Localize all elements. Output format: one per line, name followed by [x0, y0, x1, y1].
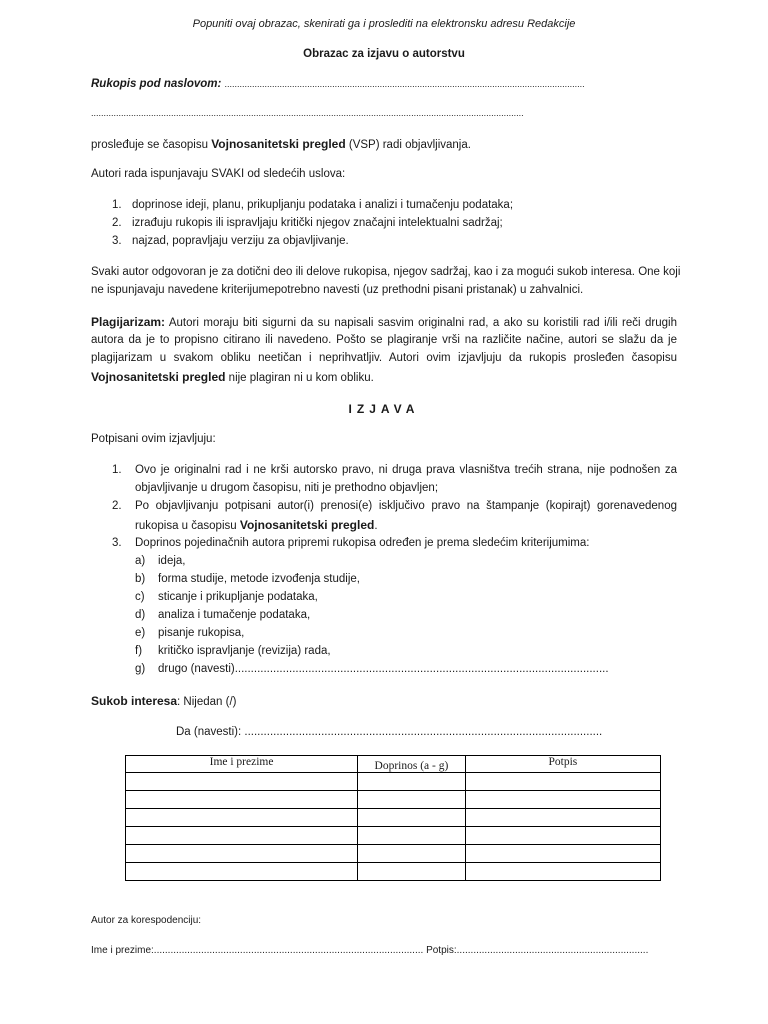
author-signature-cell[interactable] — [465, 827, 660, 845]
correspondence-signature-field[interactable]: Potpis:..................................................................... — [423, 945, 649, 956]
criteria-text: izrađuju rukopis ili ispravljaju kritički njegov značajni intelektualni sadržaj; — [132, 217, 503, 229]
author-name-cell[interactable] — [126, 845, 358, 863]
contribution-letter: c) — [135, 591, 145, 603]
declaration-item-1-line-2: objavljivanje u drugom časopisu, niti je prethodno objavljen; — [135, 482, 439, 494]
criteria-item — [112, 199, 513, 211]
correspondence-label: Autor za korespodenciju: — [91, 915, 202, 926]
contribution-other-field[interactable]: drugo (navesti)..................................................................................................................... — [158, 663, 609, 675]
plagiarism-line-1 — [91, 315, 677, 329]
contribution-text: analiza i tumačenje podataka, — [158, 609, 311, 621]
table-row — [126, 845, 661, 863]
responsibility-line-1: Svaki autor odgovoran je za dotični deo ili delove rukopisa, njegov sadržaj, kao i za mogući sukob interesa. One koji — [91, 266, 681, 278]
contribution-item — [135, 627, 244, 639]
forwarded-text-pre: prosleđuje se časopisu — [91, 139, 212, 151]
author-contribution-cell[interactable] — [358, 809, 466, 827]
author-signature-cell[interactable] — [465, 791, 660, 809]
contribution-text: pisanje rukopisa, — [158, 627, 245, 639]
manuscript-title-field-2[interactable]: ............................................................................................................................................................................. — [91, 108, 524, 118]
conflict-none-option[interactable]: : Nijedan (/) — [177, 696, 237, 708]
plagiarism-line-2: autora da je to propisno citirano ili navedeno. Pošto se plagiranje vrši na različite načine, autori se slažu da je — [91, 334, 677, 346]
declaration-item-2-end: . — [374, 520, 378, 532]
responsibility-line-2: ne ispunjavaju navedene kriterijumepotrebno navesti (uz prethodni pisani pristanak) u zahvalnici. — [91, 284, 584, 296]
plagiarism-label: Plagijarizam: — [91, 315, 166, 329]
authors-table — [125, 755, 661, 881]
table-row — [126, 773, 661, 791]
plagiarism-line-3: plagijarizam u svakom obliku neetičan i neprihvatljiv. Autori ovim izjavljuju da rukopis prosleđen časopisu — [91, 352, 677, 364]
correspondence-name-field[interactable]: Ime i prezime:................................................................................................. — [91, 945, 424, 956]
author-signature-cell[interactable] — [465, 845, 660, 863]
conflict-yes-field[interactable]: Da (navesti): ................................................................................................................ — [176, 726, 603, 738]
form-title: Obrazac za izjavu o autorstvu — [303, 48, 465, 60]
contribution-letter: g) — [135, 663, 146, 675]
criteria-item — [112, 217, 503, 229]
author-name-cell[interactable] — [126, 809, 358, 827]
table-row — [126, 791, 661, 809]
journal-name: Vojnosanitetski pregled — [211, 137, 346, 151]
author-contribution-cell[interactable] — [358, 863, 466, 881]
author-name-cell[interactable] — [126, 827, 358, 845]
contribution-text: forma studije, metode izvođenja studije, — [158, 573, 360, 585]
declaration-item-3-line-1: Doprinos pojedinačnih autora pripremi rukopisa određen je prema sledećim kriterijumima: — [135, 537, 590, 549]
contribution-item — [135, 609, 310, 621]
declaration-heading: IZJAVA — [348, 402, 420, 416]
criteria-text: doprinose ideji, planu, prikupljanju podataka i analizi i tumačenju podataka; — [132, 199, 514, 211]
contribution-text: sticanje i prikupljanje podataka, — [158, 591, 318, 603]
manuscript-title-field[interactable]: ................................................................................................................................................ — [224, 79, 585, 89]
author-name-cell[interactable] — [126, 863, 358, 881]
declaration-item-1-line-1: Ovo je originalni rad i ne krši autorsko pravo, ni druga prava vlasništva trećih strana, nije podnošen za — [135, 464, 677, 476]
criteria-text: najzad, popravljaju verziju za objavljivanje. — [132, 235, 349, 247]
plagiarism-line-4 — [91, 370, 374, 384]
declaration-number: 1. — [112, 464, 122, 476]
declaration-number: 2. — [112, 500, 122, 512]
column-header-contribution: Doprinos (a - g) — [358, 756, 466, 773]
contribution-text: ideja, — [158, 555, 186, 567]
declaration-item-2-text: rukopisa u časopisu — [135, 520, 240, 532]
plagiarism-text-4: nije plagiran ni u kom obliku. — [225, 372, 374, 384]
journal-name: Vojnosanitetski pregled — [91, 370, 226, 384]
author-contribution-cell[interactable] — [358, 845, 466, 863]
criteria-number: 3. — [112, 235, 122, 247]
criteria-number: 1. — [112, 199, 122, 211]
forwarded-text-post: (VSP) radi objavljivanja. — [345, 139, 471, 151]
author-contribution-cell[interactable] — [358, 827, 466, 845]
declaration-item-2-line-1: Po objavljivanju potpisani autor(i) prenosi(e) isključivo pravo na štampanje (kopirajt) gorenavedenog — [135, 500, 677, 512]
author-signature-cell[interactable] — [465, 809, 660, 827]
table-row — [126, 827, 661, 845]
table-row — [126, 863, 661, 881]
manuscript-title-line — [91, 78, 585, 90]
contribution-item — [135, 645, 331, 657]
contribution-item — [135, 573, 360, 585]
journal-name: Vojnosanitetski pregled — [239, 518, 375, 532]
declaration-number: 3. — [112, 537, 122, 549]
conflict-of-interest — [91, 694, 236, 708]
contribution-item — [135, 591, 318, 603]
declaration-intro: Potpisani ovim izjavljuju: — [91, 433, 216, 445]
declaration-item-2-line-2 — [135, 518, 378, 532]
forwarded-sentence — [91, 137, 471, 151]
contribution-letter: e) — [135, 627, 146, 639]
criteria-intro: Autori rada ispunjavaju SVAKI od sledećih uslova: — [91, 168, 346, 180]
author-name-cell[interactable] — [126, 791, 358, 809]
contribution-letter: a) — [135, 555, 146, 567]
instruction-note: Popuniti ovaj obrazac, skenirati ga i proslediti na elektronsku adresu Redakcije — [192, 18, 576, 30]
correspondence-line — [91, 945, 648, 956]
plagiarism-text-1: Autori moraju biti sigurni da su napisali sasvim originalni rad, a ako su koristili rad i/ili reči drugih — [165, 317, 677, 329]
contribution-letter: d) — [135, 609, 146, 621]
contribution-text: kritičko ispravljanje (revizija) rada, — [158, 645, 331, 657]
column-header-signature: Potpis — [465, 756, 660, 773]
author-signature-cell[interactable] — [465, 863, 660, 881]
author-contribution-cell[interactable] — [358, 773, 466, 791]
contribution-letter: f) — [135, 645, 143, 657]
contribution-item-other[interactable] — [135, 663, 609, 675]
conflict-label: Sukob interesa — [91, 694, 178, 708]
author-name-cell[interactable] — [126, 773, 358, 791]
manuscript-label: Rukopis pod naslovom: — [91, 78, 222, 90]
author-signature-cell[interactable] — [465, 773, 660, 791]
contribution-item — [135, 555, 186, 567]
table-row — [126, 809, 661, 827]
criteria-item — [112, 235, 349, 247]
author-contribution-cell[interactable] — [358, 791, 466, 809]
column-header-name: Ime i prezime — [126, 756, 358, 773]
criteria-number: 2. — [112, 217, 122, 229]
table-header-row — [126, 756, 661, 773]
contribution-letter: b) — [135, 573, 146, 585]
